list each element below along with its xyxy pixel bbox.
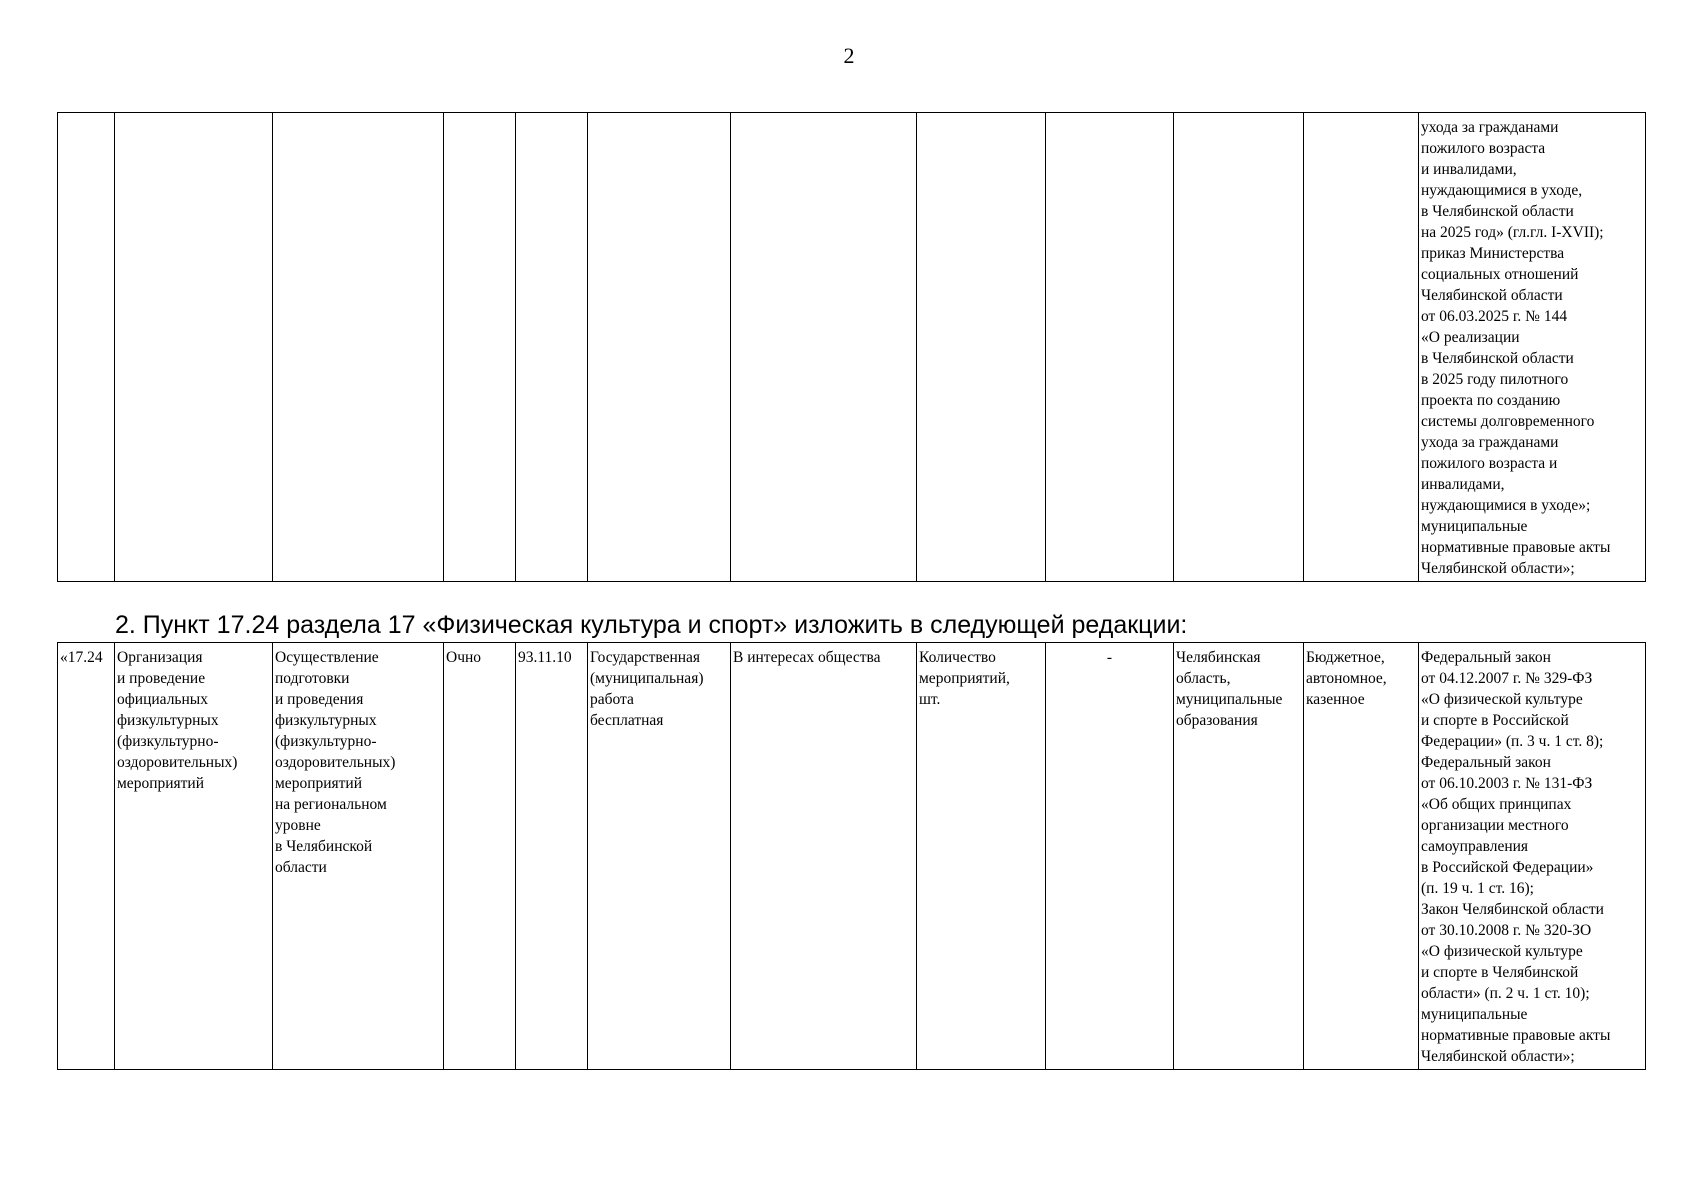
cell-work-type (588, 113, 731, 582)
table-row (58, 113, 1646, 582)
cell-quality-indicator (1046, 113, 1174, 582)
cell-item-number (58, 113, 115, 582)
cell-legal-basis: ухода за гражданами пожилого возраста и инвалидами, нуждающимися в уходе, в Челябинской области на 2025 год» (гл.гл. I-XVII); приказ Министерства социальных отношений Челябинской области от 06.03.2025 г. № 144 «О реализации в Челябинской области в 2025 году пилотного проекта по созданию системы долговременного ухода за гражданами пожилого возраста и инвалидами, нуждающимися в уходе»; муниципальные нормативные правовые акты Челябинской области»; (1419, 113, 1646, 582)
cell-service-name (115, 113, 273, 582)
cell-institution-type (1304, 113, 1419, 582)
cell-work-type: Государственная (муниципальная) работа бесплатная (588, 643, 731, 1070)
services-table (57, 642, 1646, 1070)
cell-okved-code (516, 113, 588, 582)
cell-indicator: Количество мероприятий, шт. (917, 643, 1046, 1070)
cell-consumers (731, 113, 917, 582)
page-number: 2 (843, 43, 855, 68)
cell-institution-type: Бюджетное, автономное, казенное (1304, 643, 1419, 1070)
cell-indicator (917, 113, 1046, 582)
cell-form: Очно (444, 643, 516, 1070)
cell-content: Осуществление подготовки и проведения физкультурных (физкультурно- оздоровительных) мероприятий на региональном уровне в Челябинской области (273, 643, 444, 1070)
section-heading: 2. Пункт 17.24 раздела 17 «Физическая культура и спорт» изложить в следующей редакции: (115, 611, 1188, 639)
cell-quality-indicator: - (1046, 643, 1174, 1070)
continuation-table (57, 112, 1646, 582)
cell-content (273, 113, 444, 582)
cell-item-number: «17.24 (58, 643, 115, 1070)
cell-territory (1174, 113, 1304, 582)
cell-service-name: Организация и проведение официальных физкультурных (физкультурно- оздоровительных) мероприятий (115, 643, 273, 1070)
table-row (58, 643, 1646, 1070)
cell-consumers: В интересах общества (731, 643, 917, 1070)
cell-okved-code: 93.11.10 (516, 643, 588, 1070)
cell-territory: Челябинская область, муниципальные образования (1174, 643, 1304, 1070)
cell-legal-basis: Федеральный закон от 04.12.2007 г. № 329-ФЗ «О физической культуре и спорте в Российской Федерации» (п. 3 ч. 1 ст. 8); Федеральный закон от 06.10.2003 г. № 131-ФЗ «Об общих принципах организации местного самоуправления в Российской Федерации» (п. 19 ч. 1 ст. 16); Закон Челябинской области от 30.10.2008 г. № 320-ЗО «О физической культуре и спорте в Челябинской области» (п. 2 ч. 1 ст. 10); муниципальные нормативные правовые акты Челябинской области»; (1419, 643, 1646, 1070)
cell-form (444, 113, 516, 582)
